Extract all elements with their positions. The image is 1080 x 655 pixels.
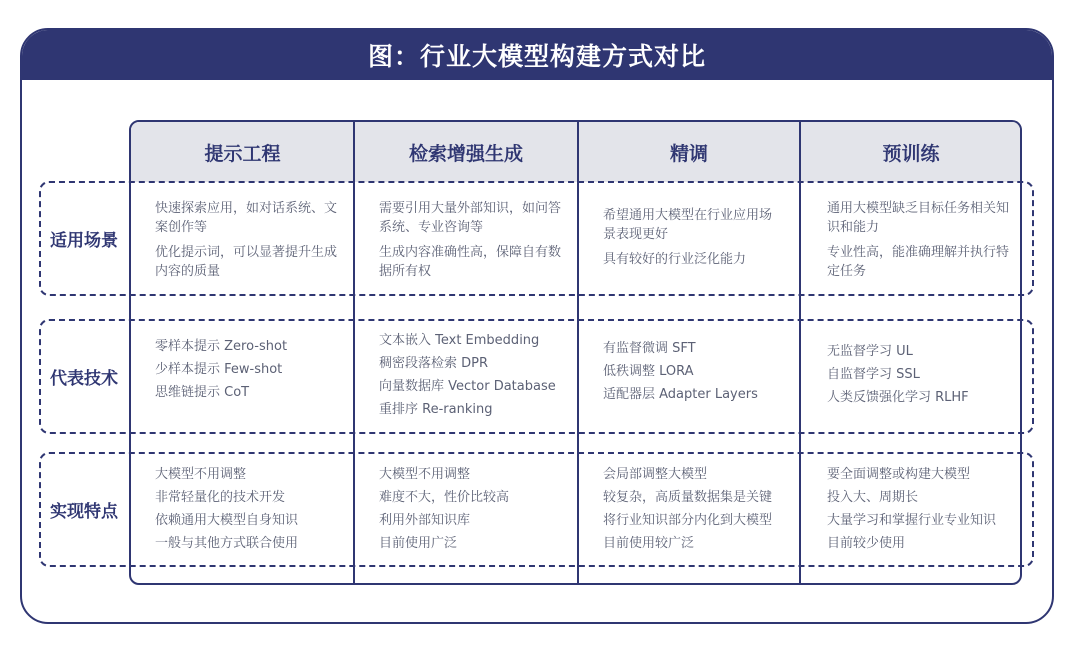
cell-features-finetune xyxy=(603,465,793,557)
column-header-fine-tuning: 精调 xyxy=(669,142,708,165)
cell-text: 大量学习和掌握行业专业知识 xyxy=(827,513,997,528)
cell-text: 优化提示词，可以显著提升生成内容的质量 xyxy=(155,245,338,279)
row-label-techniques: 代表技术 xyxy=(50,369,118,389)
cell-techniques-finetune xyxy=(603,339,793,408)
cell-text: 将行业知识部分内化到大模型 xyxy=(603,513,773,528)
cell-text: 向量数据库 Vector Database xyxy=(379,379,556,394)
row-label-scenarios: 适用场景 xyxy=(50,231,118,251)
cell-text: 目前使用较广泛 xyxy=(603,536,695,551)
cell-text: 利用外部知识库 xyxy=(379,513,471,528)
cell-features-rag xyxy=(379,465,569,557)
cell-techniques-prompt xyxy=(155,337,345,406)
cell-text: 难度不大，性价比较高 xyxy=(379,490,510,505)
table-header xyxy=(131,122,1020,182)
cell-text: 思维链提示 CoT xyxy=(155,385,250,400)
cell-text: 大模型不用调整 xyxy=(379,467,471,482)
cell-scenarios-finetune xyxy=(603,206,778,275)
cell-text: 依赖通用大模型自身知识 xyxy=(155,513,299,528)
column-header-prompt-engineering: 提示工程 xyxy=(204,142,281,165)
cell-text: 生成内容准确性高，保障自有数据所有权 xyxy=(379,245,562,279)
cell-text: 目前较少使用 xyxy=(827,536,906,551)
cell-features-pretrain xyxy=(827,465,1017,557)
cell-text: 文本嵌入 Text Embedding xyxy=(379,333,540,348)
cell-scenarios-prompt xyxy=(155,199,345,287)
cell-text: 非常轻量化的技术开发 xyxy=(155,490,286,505)
row-label-features: 实现特点 xyxy=(50,502,118,522)
cell-text: 少样本提示 Few-shot xyxy=(155,362,283,377)
cell-text: 人类反馈强化学习 RLHF xyxy=(827,390,969,405)
figure-title: 图：行业大模型构建方式对比 xyxy=(22,30,1052,80)
column-header-rag: 检索增强生成 xyxy=(408,142,523,165)
cell-text: 会局部调整大模型 xyxy=(603,467,708,482)
column-header-pretraining: 预训练 xyxy=(882,142,940,165)
cell-techniques-rag xyxy=(379,331,569,423)
cell-text: 稠密段落检索 DPR xyxy=(379,356,489,371)
cell-scenarios-rag xyxy=(379,199,564,287)
cell-text: 一般与其他方式联合使用 xyxy=(155,536,299,551)
cell-text: 快速探索应用，如对话系统、文案创作等 xyxy=(155,201,338,235)
cell-text: 具有较好的行业泛化能力 xyxy=(603,252,747,267)
cell-text: 自监督学习 SSL xyxy=(827,367,920,382)
cell-text: 目前使用广泛 xyxy=(379,536,458,551)
cell-text: 要全面调整或构建大模型 xyxy=(827,467,971,482)
cell-text: 大模型不用调整 xyxy=(155,467,247,482)
cell-text: 投入大、周期长 xyxy=(827,490,919,505)
cell-scenarios-pretrain xyxy=(827,199,1017,287)
cell-text: 无监督学习 UL xyxy=(827,344,913,359)
cell-text: 零样本提示 Zero-shot xyxy=(155,339,288,354)
cell-text: 通用大模型缺乏目标任务相关知识和能力 xyxy=(827,201,1010,235)
cell-techniques-pretrain xyxy=(827,342,1017,411)
cell-text: 低秩调整 LORA xyxy=(603,364,694,379)
cell-text: 有监督微调 SFT xyxy=(603,341,696,356)
cell-text: 专业性高，能准确理解并执行特定任务 xyxy=(827,245,1010,279)
cell-text: 适配器层 Adapter Layers xyxy=(603,387,758,402)
cell-text: 重排序 Re-ranking xyxy=(379,402,493,417)
cell-features-prompt xyxy=(155,465,345,557)
cell-text: 需要引用大量外部知识，如问答系统、专业咨询等 xyxy=(379,201,562,235)
cell-text: 较复杂，高质量数据集是关键 xyxy=(603,490,773,505)
cell-text: 希望通用大模型在行业应用场景表现更好 xyxy=(603,208,773,242)
